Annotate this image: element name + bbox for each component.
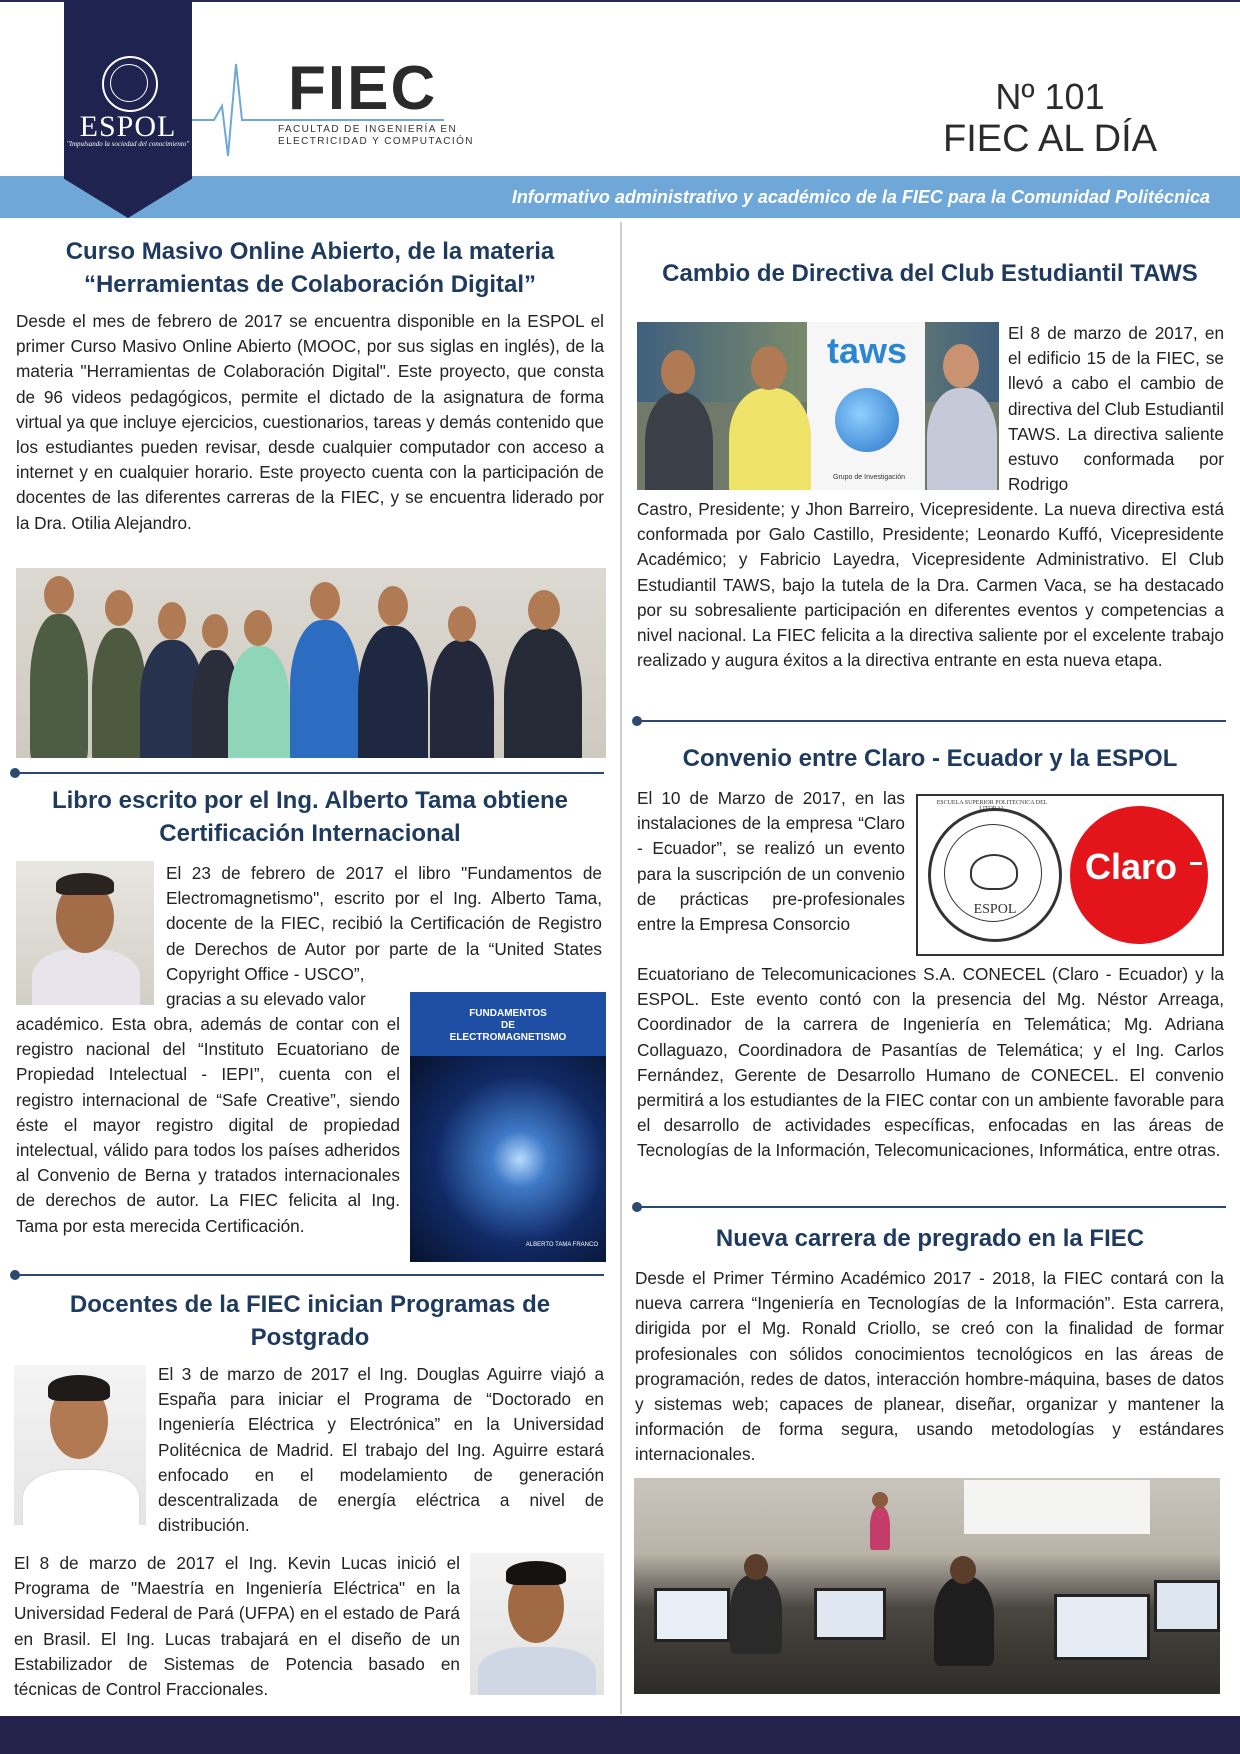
taws-body-1: El 8 de marzo de 2017, en el edificio 15 de la FIEC, se llevó a cabo el cambio de directiva del Club Estudiantil TAWS. La directiva saliente estuvo conformada por Rodrigo xyxy=(1008,323,1224,495)
separator-dot xyxy=(632,716,642,726)
book-author: ALBERTO TAMA FRANCO xyxy=(525,1242,598,1248)
libro-title-line-2: Certificación Internacional xyxy=(159,820,461,847)
separator xyxy=(636,1206,1226,1208)
book-title-line-1: FUNDAMENTOS xyxy=(469,1008,547,1019)
espol-seal-inner xyxy=(110,64,148,102)
separator-dot xyxy=(632,1202,642,1212)
separator-dot xyxy=(10,1270,20,1280)
espol-logo-text: ESPOL xyxy=(79,110,177,143)
claro-title: Convenio entre Claro - Ecuador y la ESPOL xyxy=(682,745,1178,772)
douglas-aguirre-photo xyxy=(14,1365,146,1525)
libro-body-1: El 23 de febrero de 2017 el libro "Fundamentos de Electromagnetismo", escrito por el Ing. Alberto Tama, docente de la FIEC, recibió la Certificación de Registro de Derechos de Autor por parte de la “United States Copyright Office - USCO”, xyxy=(166,863,602,984)
claro-body-2: Ecuatoriano de Telecomunicaciones S.A. CONECEL (Claro - Ecuador) y la ESPOL. Este evento contó con la presencia del Mg. Néstor Arreaga, Coordinador de la carrera de Ingeniería en Telemática; Mg. Adriana Collaguazo, Coordinadora de Pasantías de Telemática; y el Ing. Carlos Fernández, Gerente de Desarrollo Humano de CONECEL. El convenio permitirá a los estudiantes de la FIEC contar con un ambiente favorable para el desarrollo de actividades específicas, enfocadas en las áreas de Tecnologías de la Información, Telecomunicaciones, Informática, entre otras. xyxy=(637,964,1224,1161)
libro-title-line-1: Libro escrito por el Ing. Alberto Tama obtiene xyxy=(51,787,569,814)
separator-dot xyxy=(10,768,20,778)
carrera-title: Nueva carrera de pregrado en la FIEC xyxy=(715,1225,1145,1252)
book-title-line-2: DE xyxy=(501,1020,515,1031)
libro-body-3: académico. Esta obra, además de contar con el registro nacional del “Instituto Ecuatoriano de Propiedad Intelectual - IEPI”, cuenta con el registro internacional de “Safe Creative”, siendo éste el mayor registro digital de propiedad intelectual, válido para todos los países adheridos al Convenio de Berna y tratados internacionales de derechos de autor. La FIEC felicita al Ing. Tama por esta merecida Certificación. xyxy=(16,1014,400,1236)
mooc-title-line-1: Curso Masivo Online Abierto, de la materia xyxy=(65,238,555,265)
book-cover xyxy=(410,992,606,1262)
separator xyxy=(14,772,604,774)
fiec-logo-text: FIEC xyxy=(288,54,438,123)
libro-title xyxy=(16,784,604,850)
tagline: Informativo administrativo y académico de la FIEC para la Comunidad Politécnica xyxy=(511,187,1210,207)
fiec-logo-subtitle: FACULTAD DE INGENIERÍA EN ELECTRICIDAD Y COMPUTACIÓN xyxy=(278,124,474,147)
footer-bar xyxy=(0,1716,1240,1754)
claro-espol-logos xyxy=(916,794,1224,956)
mooc-group-photo xyxy=(16,568,606,758)
claro-logo-text: Claro xyxy=(1084,846,1178,887)
turtle-icon xyxy=(970,854,1018,890)
espol-seal-ring-text: ESCUELA SUPERIOR POLITECNICA DEL LITORAL xyxy=(936,800,1048,812)
libro-body-2: gracias a su elevado valor xyxy=(166,989,366,1009)
mooc-title-line-2: “Herramientas de Colaboración Digital” xyxy=(83,271,537,298)
separator xyxy=(14,1274,604,1276)
taws-title: Cambio de Directiva del Club Estudiantil TAWS xyxy=(662,260,1198,287)
taws-photo xyxy=(637,322,999,490)
postgrado-body-2: El 8 de marzo de 2017 el Ing. Kevin Lucas inició el Programa de "Maestría en Ingeniería Eléctrica" en la Universidad Federal de Pará (UFPA) en el estado de Pará en Brasil. El Ing. Lucas trabajará en el diseño de un Estabilizador de Sistemas de Potencia basado en técnicas de Control Fraccionales. xyxy=(14,1553,460,1700)
taws-banner-word: taws xyxy=(826,330,908,371)
carrera-body: Desde el Primer Término Académico 2017 - 2018, la FIEC contará con la nueva carrera “Ingeniería en Tecnologías de la Información”. Esta carrera, dirigida por el Mg. Ronald Criollo, se creó con la finalidad de formar profesionales con sólidos conocimientos tecnológicos en las áreas de programación, redes de datos, interacción hombre-máquina, bases de datos y sistemas web; capaces de planear, diseñar, organizar y mantener la información de forma segura, usando metodologías y estándares internacionales. xyxy=(635,1268,1224,1465)
issue-number: Nº 101 xyxy=(995,76,1105,117)
taws-banner-caption: Grupo de Investigación xyxy=(833,474,905,481)
postgrado-body-1: El 3 de marzo de 2017 el Ing. Douglas Aguirre viajó a España para iniciar el Programa de “Doctorado en Ingeniería Eléctrica y Electrónica” en la Universidad Politécnica de Madrid. El trabajo del Ing. Aguirre estará enfocado en el modelamiento de generación descentralizada de energía eléctrica a nivel de distribución. xyxy=(158,1364,604,1536)
taws-body-2: Castro, Presidente; y Jhon Barreiro, Vicepresidente. La nueva directiva está conformada por Galo Castillo, Presidente; Leonardo Kuffó, Vicepresidente Académico; y Fabricio Layedra, Vicepresidente Administrativo. El Club Estudiantil TAWS, bajo la tutela de la Dra. Carmen Vaca, se ha destacado por su sobresaliente participación en diferentes eventos y competencias a nivel nacional. La FIEC felicita a la directiva saliente por el excelente trabajo realizado y augura éxitos a la directiva entrante en esta nueva etapa. xyxy=(637,499,1224,671)
postgrado-title-line-1: Docentes de la FIEC inician Programas de xyxy=(69,1291,551,1318)
separator xyxy=(636,720,1226,722)
computer-lab-photo xyxy=(634,1478,1220,1694)
postgrado-title-line-2: Postgrado xyxy=(250,1324,370,1351)
claro-logo-ray xyxy=(1190,862,1202,865)
espol-tagline: "Impulsando la sociedad del conocimiento" xyxy=(66,140,190,148)
alberto-tama-photo xyxy=(16,861,154,1005)
issue-name: FIEC AL DÍA xyxy=(943,118,1157,160)
espol-seal-word: ESPOL xyxy=(973,902,1017,917)
claro-body-1: El 10 de Marzo de 2017, en las instalaciones de la empresa “Claro - Ecuador”, se realizó un evento para la suscripción de un convenio de prácticas pre-profesionales entre la Empresa Consorcio xyxy=(637,788,905,935)
book-title-line-3: ELECTROMAGNETISMO xyxy=(449,1032,567,1043)
column-divider xyxy=(620,222,622,1714)
kevin-lucas-photo xyxy=(470,1553,604,1695)
mooc-title xyxy=(16,235,604,301)
mooc-body: Desde el mes de febrero de 2017 se encuentra disponible en la ESPOL el primer Curso Masivo Online Abierto (MOOC, por sus siglas en inglés), de la materia "Herramientas de Colaboración Digital". Este proyecto, que consta de 96 videos pedagógicos, permite el dictado de la asignatura de forma virtual ya que incluye ejercicios, cuestionarios, tareas y demás contenido que los estudiantes pueden revisar, desde cualquier computador con acceso a internet y en cualquier horario. Este proyecto cuenta con la participación de docentes de las diferentes carreras de la FIEC, y se encuentra liderado por la Dra. Otilia Alejandro. xyxy=(16,311,604,533)
postgrado-title xyxy=(16,1288,604,1354)
